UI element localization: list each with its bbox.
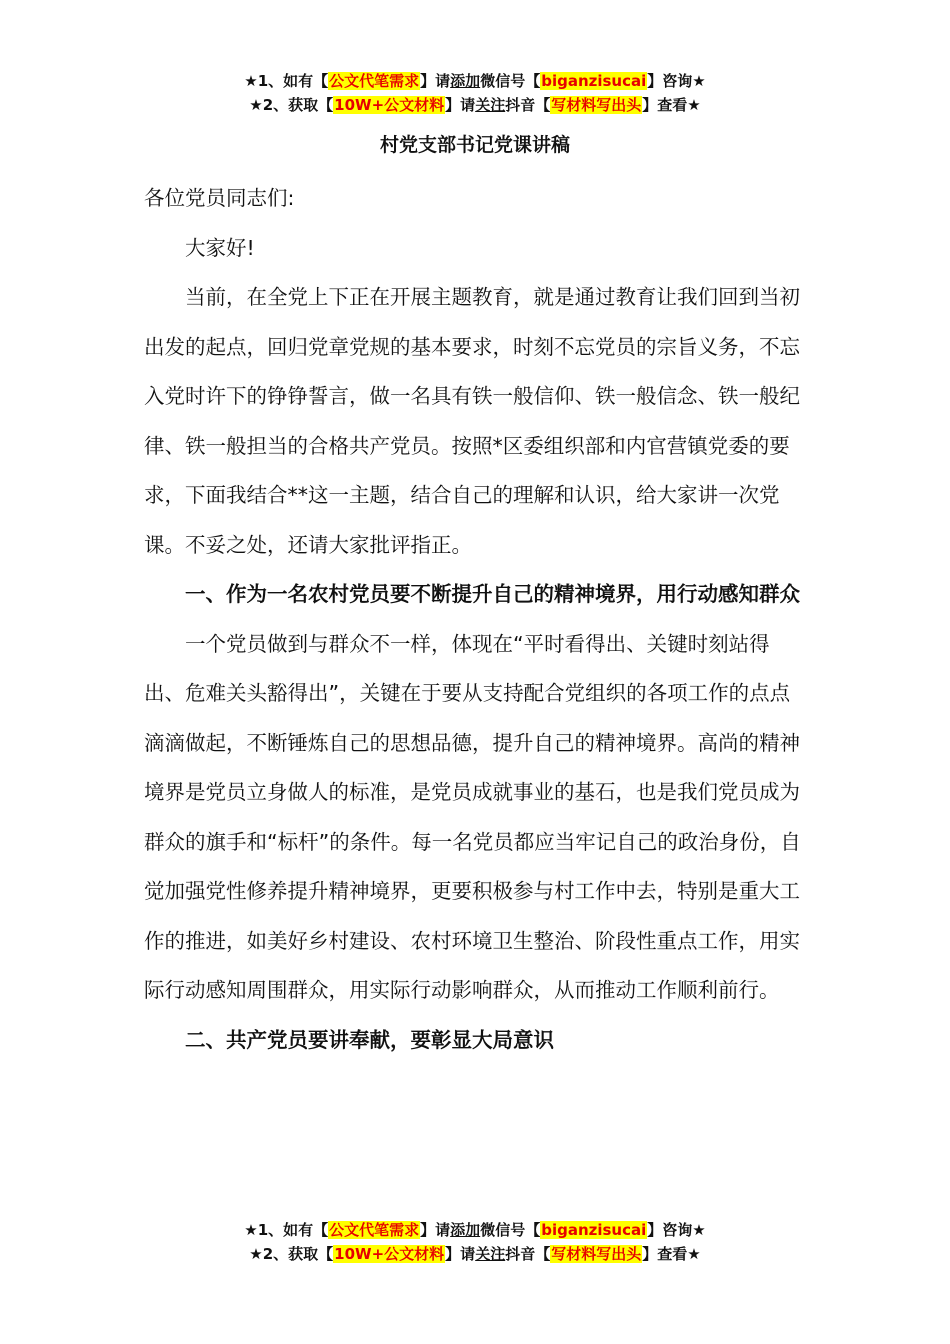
wechat-id-highlight: biganzisucai bbox=[541, 72, 647, 90]
star-icon: ★ bbox=[249, 1245, 263, 1263]
promo-text: 微信号【 bbox=[480, 1221, 541, 1239]
promo-line-1 bbox=[0, 1218, 950, 1242]
promo-line-1 bbox=[0, 69, 950, 93]
promo-text: 】咨询 bbox=[647, 1221, 693, 1239]
section-heading-2: 二、共产党员要讲奉献，要彰显大局意识 bbox=[185, 1027, 554, 1052]
promo-highlight: 公文代笔需求 bbox=[329, 1221, 420, 1239]
section-heading-1: 一、作为一名农村党员要不断提升自己的精神境界，用行动感知群众 bbox=[185, 582, 800, 606]
star-icon: ★ bbox=[687, 1245, 701, 1263]
promo-highlight: 10W+公文材料 bbox=[334, 96, 445, 114]
promo-text: 2、获取【 bbox=[262, 96, 334, 114]
star-icon: ★ bbox=[692, 72, 706, 90]
promo-text: 2、获取【 bbox=[262, 1245, 334, 1263]
promo-text: 1、如有【 bbox=[257, 72, 329, 90]
greeting: 大家好! bbox=[185, 235, 255, 260]
star-icon: ★ bbox=[244, 1221, 258, 1239]
douyin-highlight: 写材料写出头 bbox=[551, 96, 642, 114]
promo-text: 】咨询 bbox=[647, 72, 693, 90]
promo-line-2 bbox=[0, 1242, 950, 1266]
star-icon: ★ bbox=[692, 1221, 706, 1239]
promo-highlight: 10W+公文材料 bbox=[334, 1245, 445, 1263]
document-body bbox=[144, 174, 810, 1065]
douyin-highlight: 写材料写出头 bbox=[551, 1245, 642, 1263]
salutation: 各位党员同志们: bbox=[144, 186, 295, 210]
promo-text: 】请 bbox=[420, 1221, 451, 1239]
intro-paragraph: 当前，在全党上下正在开展主题教育，就是通过教育让我们回到当初出发的起点，回归党章党规的基本要求，时刻不忘党员的宗旨义务，不忘入党时许下的铮铮誓言，做一名具有铁一般信仰、铁一般信念、铁一般纪律、铁一般担当的合格共产党员。按照*区委组织部和内官营镇党委的要求，下面我结合**这一主题，结合自己的理解和认识，给大家讲一次党课。不妥之处，还请大家批评指正。 bbox=[144, 285, 800, 557]
promo-underlined: 关注 bbox=[475, 1245, 506, 1263]
section-paragraph-1: 一个党员做到与群众不一样，体现在“平时看得出、关键时刻站得出、危难关头豁得出”，关键在于要从支持配合党组织的各项工作的点点滴滴做起，不断锤炼自己的思想品德，提升自己的精神境界。高尚的精神境界是党员立身做人的标准，是党员成就事业的基石，也是我们党员成为群众的旗手和“标杆”的条件。每一名党员都应当牢记自己的政治身份，自觉加强党性修养提升精神境界，更要积极参与村工作中去，特别是重大工作的推进，如美好乡村建设、农村环境卫生整治、阶段性重点工作，用实际行动感知周围群众，用实际行动影响群众，从而推动工作顺利前行。 bbox=[144, 631, 801, 1002]
promo-text: 】请 bbox=[445, 1245, 476, 1263]
wechat-id-highlight: biganzisucai bbox=[541, 1221, 647, 1239]
promo-text: 微信号【 bbox=[480, 72, 541, 90]
promo-text: 】请 bbox=[445, 96, 476, 114]
promo-text: 抖音【 bbox=[505, 96, 551, 114]
star-icon: ★ bbox=[687, 96, 701, 114]
promo-text: 】查看 bbox=[642, 96, 688, 114]
promo-underlined: 关注 bbox=[475, 96, 506, 114]
promo-banner-bottom bbox=[0, 1218, 950, 1266]
promo-highlight: 公文代笔需求 bbox=[329, 72, 420, 90]
promo-text: 】查看 bbox=[642, 1245, 688, 1263]
promo-line-2 bbox=[0, 93, 950, 117]
promo-text: 抖音【 bbox=[505, 1245, 551, 1263]
promo-text: 】请 bbox=[420, 72, 451, 90]
star-icon: ★ bbox=[249, 96, 263, 114]
promo-text: 1、如有【 bbox=[257, 1221, 329, 1239]
document-title: 村党支部书记党课讲稿 bbox=[379, 134, 570, 156]
promo-underlined: 添加 bbox=[450, 72, 481, 90]
promo-banner-top bbox=[0, 69, 950, 117]
promo-underlined: 添加 bbox=[450, 1221, 481, 1239]
star-icon: ★ bbox=[244, 72, 258, 90]
